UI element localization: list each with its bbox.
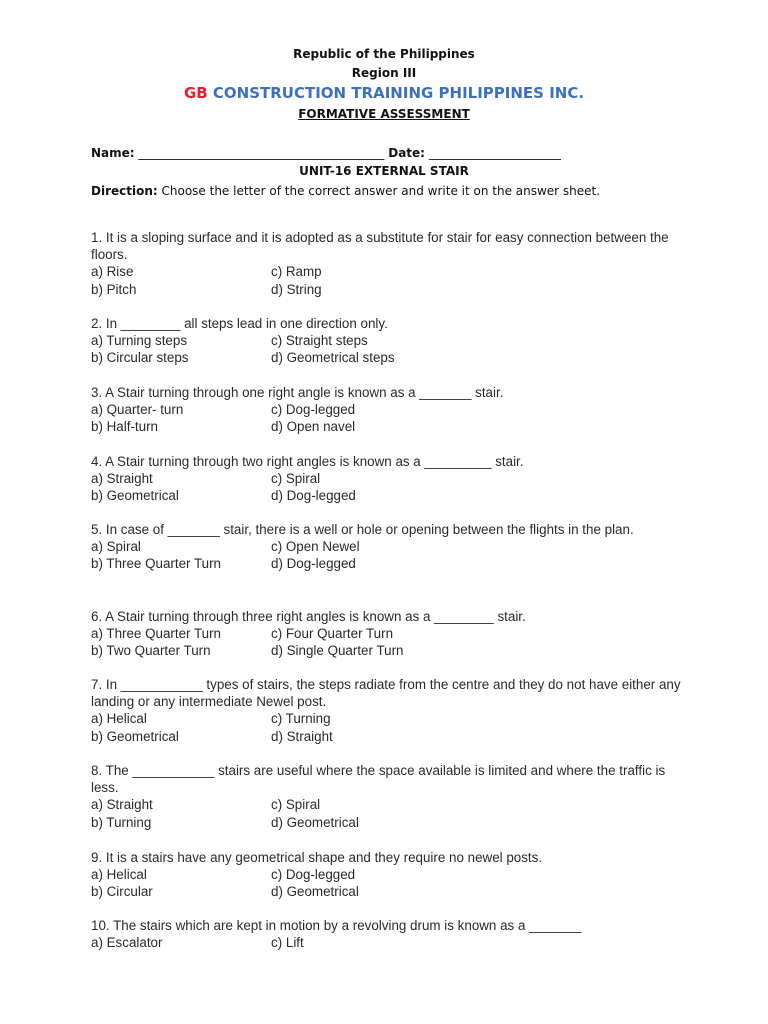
- answer-option: b) Circular steps: [91, 350, 189, 366]
- answer-option: b) Turning: [91, 814, 152, 830]
- answer-option: a) Escalator: [91, 935, 163, 951]
- answer-option: c) Open Newel: [271, 539, 360, 555]
- answer-option: a) Helical: [91, 711, 147, 727]
- answer-option: c) Four Quarter Turn: [271, 626, 394, 642]
- answer-option: a) Straight: [91, 471, 153, 487]
- option-row: [91, 934, 691, 951]
- answer-option: a) Helical: [91, 867, 147, 883]
- answer-option: a) Spiral: [91, 539, 141, 555]
- option-row: [91, 487, 691, 504]
- answer-option: a) Rise: [91, 264, 134, 280]
- direction-text: Choose the letter of the correct answer and write it on the answer sheet.: [157, 184, 601, 198]
- option-row: [91, 625, 691, 642]
- option-row: [91, 814, 691, 831]
- answer-option: b) Geometrical: [91, 728, 179, 744]
- option-row: [91, 401, 691, 418]
- answer-option: a) Straight: [91, 797, 153, 813]
- date-label: Date:: [388, 146, 425, 160]
- answer-option: d) Geometrical: [271, 884, 359, 900]
- assessment-title: FORMATIVE ASSESSMENT: [298, 107, 470, 121]
- question-text: 2. In ________ all steps lead in one direction only.: [91, 316, 388, 331]
- answer-option: d) Geometrical steps: [271, 350, 395, 366]
- answer-option: c) Spiral: [271, 797, 321, 813]
- answer-option: d) Dog-legged: [271, 556, 356, 572]
- answer-option: c) Turning: [271, 711, 331, 727]
- name-label: Name:: [91, 146, 135, 160]
- answer-option: c) Straight steps: [271, 333, 368, 349]
- answer-option: b) Geometrical: [91, 488, 179, 504]
- name-blank: _________________________________________: [138, 146, 385, 160]
- answer-option: b) Half-turn: [91, 419, 158, 435]
- question-text: 1. It is a sloping surface and it is adopted as a substitute for stair for easy connection between the floors.: [91, 230, 669, 263]
- question-text: 7. In ___________ types of stairs, the steps radiate from the centre and they do not have either any landing or any intermediate Newel post.: [91, 677, 681, 710]
- company-name: [0, 84, 768, 103]
- answer-option: c) Ramp: [271, 264, 322, 280]
- unit-title: UNIT-16 EXTERNAL STAIR: [299, 164, 469, 178]
- republic-line: Republic of the Philippines: [293, 47, 475, 61]
- option-row: [91, 470, 691, 487]
- option-row: [91, 332, 691, 349]
- question-5: [91, 521, 691, 573]
- answer-option: c) Spiral: [271, 471, 321, 487]
- answer-option: b) Pitch: [91, 281, 137, 297]
- answer-option: b) Three Quarter Turn: [91, 556, 221, 572]
- question-3: [91, 384, 691, 436]
- direction-label: Direction:: [91, 184, 158, 198]
- question-4: [91, 453, 691, 505]
- answer-option: d) Single Quarter Turn: [271, 643, 404, 659]
- question-text: 3. A Stair turning through one right angle is known as a _______ stair.: [91, 385, 504, 400]
- answer-option: a) Turning steps: [91, 333, 188, 349]
- question-8: [91, 762, 691, 831]
- question-text: 10. The stairs which are kept in motion by a revolving drum is known as a _______: [91, 918, 582, 933]
- answer-option: a) Three Quarter Turn: [91, 626, 221, 642]
- answer-option: d) Dog-legged: [271, 488, 356, 504]
- question-text: 6. A Stair turning through three right angles is known as a ________ stair.: [91, 609, 526, 624]
- option-row: [91, 349, 691, 366]
- option-row: [91, 538, 691, 555]
- option-row: [91, 728, 691, 745]
- question-9: [91, 849, 691, 901]
- answer-option: b) Circular: [91, 884, 153, 900]
- option-row: [91, 642, 691, 659]
- answer-option: d) Open navel: [271, 419, 356, 435]
- option-row: [91, 555, 691, 572]
- answer-option: c) Dog-legged: [271, 402, 356, 418]
- region-line: Region III: [351, 66, 417, 80]
- option-row: [91, 866, 691, 883]
- company-prefix: GB: [183, 84, 208, 102]
- option-row: [91, 710, 691, 727]
- question-text: 8. The ___________ stairs are useful where the space available is limited and where the traffic is less.: [91, 763, 666, 796]
- document-header: [0, 47, 768, 122]
- name-date-line: [91, 146, 561, 160]
- option-row: [91, 796, 691, 813]
- option-row: [91, 263, 691, 280]
- question-6: [91, 608, 691, 660]
- answer-option: d) String: [271, 281, 322, 297]
- answer-option: a) Quarter- turn: [91, 402, 184, 418]
- option-row: [91, 418, 691, 435]
- answer-option: c) Dog-legged: [271, 867, 356, 883]
- direction-line: [91, 184, 600, 198]
- question-text: 5. In case of _______ stair, there is a well or hole or opening between the flights in the plan.: [91, 522, 634, 537]
- answer-option: d) Geometrical: [271, 814, 359, 830]
- question-10: [91, 917, 691, 951]
- question-7: [91, 676, 691, 745]
- question-text: 9. It is a stairs have any geometrical shape and they require no newel posts.: [91, 850, 543, 865]
- question-2: [91, 315, 691, 367]
- question-text: 4. A Stair turning through two right angles is known as a _________ stair.: [91, 454, 524, 469]
- answer-option: b) Two Quarter Turn: [91, 643, 211, 659]
- option-row: [91, 883, 691, 900]
- company-rest: CONSTRUCTION TRAINING PHILIPPINES INC.: [207, 84, 585, 102]
- question-1: [91, 229, 691, 298]
- date-blank: ______________________: [428, 146, 561, 160]
- option-row: [91, 281, 691, 298]
- answer-option: d) Straight: [271, 728, 333, 744]
- answer-option: c) Lift: [271, 935, 304, 951]
